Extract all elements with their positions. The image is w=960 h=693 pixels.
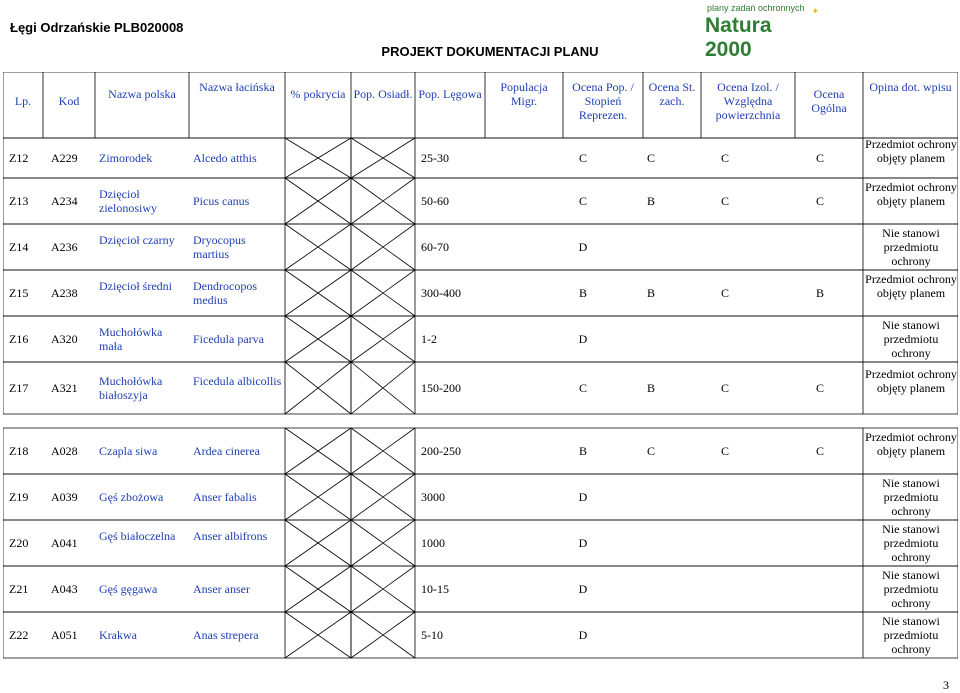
natura-2000-logo bbox=[705, 2, 819, 61]
row-opinia: Przedmiot ochrony objęty planem bbox=[865, 137, 957, 165]
col-opinia: Opina dot. wpisu bbox=[869, 80, 952, 94]
row-lp: Z13 bbox=[9, 194, 29, 208]
row-kod: A321 bbox=[51, 381, 78, 395]
row-lp: Z12 bbox=[9, 151, 29, 165]
row-kod: A234 bbox=[51, 194, 78, 208]
row-kod: A028 bbox=[51, 444, 78, 458]
row-nazwa-polska: Gęś gęgawa bbox=[99, 582, 158, 596]
row-nazwa-lacinska: Ardea cinerea bbox=[193, 444, 260, 458]
col-ocena-st-zach: Ocena St. zach. bbox=[648, 80, 696, 108]
row-kod: A043 bbox=[51, 582, 78, 596]
row-kod: A238 bbox=[51, 286, 78, 300]
row-nazwa-lacinska: Dendrocopos medius bbox=[193, 279, 257, 307]
row-populacja: 150-200 bbox=[421, 381, 461, 395]
row-opinia: Przedmiot ochrony objęty planem bbox=[865, 272, 957, 300]
row-nazwa-polska: Dzięcioł czarny bbox=[99, 233, 175, 247]
row-ogolna: B bbox=[815, 286, 824, 300]
row-nazwa-lacinska: Ficedula albicollis bbox=[193, 374, 282, 388]
row-populacja: 50-60 bbox=[421, 194, 449, 208]
row-ocena-pop: B bbox=[578, 286, 587, 300]
row-populacja: 200-250 bbox=[421, 444, 461, 458]
row-kod: A039 bbox=[51, 490, 78, 504]
row-izol: C bbox=[720, 286, 729, 300]
row-nazwa-polska: Krakwa bbox=[99, 628, 137, 642]
row-opinia: Nie stanowi przedmiotu ochrony bbox=[882, 614, 940, 656]
row-ogolna: C bbox=[815, 444, 824, 458]
row-nazwa-polska: Muchołówka białoszyja bbox=[99, 374, 163, 402]
row-nazwa-lacinska: Alcedo atthis bbox=[193, 151, 257, 165]
row-lp: Z15 bbox=[9, 286, 29, 300]
row-ocena-pop: D bbox=[578, 490, 588, 504]
col-pop-osiadla: Pop. Osiadł. bbox=[353, 87, 413, 101]
row-ocena-pop: D bbox=[578, 628, 588, 642]
logo-tagline: plany zadań ochronnych bbox=[707, 3, 805, 13]
col-lp: Lp. bbox=[14, 94, 32, 108]
row-ocena-pop: C bbox=[578, 381, 587, 395]
row-izol: C bbox=[720, 151, 729, 165]
row-populacja: 1-2 bbox=[421, 332, 437, 346]
row-ocena-pop: C bbox=[578, 151, 587, 165]
species-table bbox=[3, 72, 958, 672]
row-kod: A236 bbox=[51, 240, 78, 254]
row-lp: Z18 bbox=[9, 444, 29, 458]
row-st-zach: C bbox=[646, 151, 655, 165]
row-opinia: Przedmiot ochrony objęty planem bbox=[865, 180, 957, 208]
row-kod: A041 bbox=[51, 536, 78, 550]
row-opinia: Nie stanowi przedmiotu ochrony bbox=[882, 226, 940, 268]
logo-star-icon: ✦ bbox=[811, 6, 819, 16]
row-lp: Z22 bbox=[9, 628, 29, 642]
row-nazwa-polska: Muchołówka mała bbox=[99, 325, 163, 353]
row-opinia: Nie stanowi przedmiotu ochrony bbox=[882, 522, 940, 564]
row-nazwa-lacinska: Ficedula parva bbox=[193, 332, 264, 346]
col-nazwa-polska: Nazwa polska bbox=[108, 87, 176, 101]
row-nazwa-polska: Gęś białoczelna bbox=[99, 529, 176, 543]
row-opinia: Przedmiot ochrony objęty planem bbox=[865, 367, 957, 395]
row-izol: C bbox=[720, 381, 729, 395]
row-st-zach: B bbox=[646, 194, 655, 208]
row-ocena-pop: D bbox=[578, 332, 588, 346]
col-ocena-izol: Ocena Izol. / Względna powierzchnia bbox=[715, 80, 781, 122]
col-ocena-ogolna: Ocena Ogólna bbox=[811, 87, 847, 115]
row-nazwa-lacinska: Picus canus bbox=[193, 194, 250, 208]
row-opinia: Nie stanowi przedmiotu ochrony bbox=[882, 318, 940, 360]
site-title: Łęgi Odrzańskie PLB020008 bbox=[10, 20, 184, 35]
col-pokrycie: % pokrycia bbox=[290, 87, 346, 101]
row-nazwa-polska: Dzięcioł średni bbox=[99, 279, 172, 293]
row-populacja: 25-30 bbox=[421, 151, 449, 165]
row-opinia: Nie stanowi przedmiotu ochrony bbox=[882, 476, 940, 518]
row-lp: Z14 bbox=[9, 240, 29, 254]
col-ocena-pop: Ocena Pop. / Stopień Reprezen. bbox=[572, 80, 634, 122]
row-ocena-pop: D bbox=[578, 240, 588, 254]
row-populacja: 3000 bbox=[421, 490, 445, 504]
row-nazwa-polska: Zimorodek bbox=[99, 151, 153, 165]
row-kod: A229 bbox=[51, 151, 78, 165]
row-lp: Z17 bbox=[9, 381, 29, 395]
page-number: 3 bbox=[943, 678, 949, 692]
col-nazwa-lacinska: Nazwa łacińska bbox=[199, 80, 275, 94]
row-ogolna: C bbox=[815, 194, 824, 208]
row-nazwa-polska: Czapla siwa bbox=[99, 444, 158, 458]
row-nazwa-polska: Gęś zbożowa bbox=[99, 490, 164, 504]
row-kod: A320 bbox=[51, 332, 78, 346]
row-lp: Z21 bbox=[9, 582, 29, 596]
row-populacja: 60-70 bbox=[421, 240, 449, 254]
row-st-zach: B bbox=[646, 286, 655, 300]
col-pop-legowa: Pop. Lęgowa bbox=[418, 87, 482, 101]
row-nazwa-lacinska: Anser fabalis bbox=[193, 490, 257, 504]
col-kod: Kod bbox=[58, 94, 80, 108]
row-opinia: Nie stanowi przedmiotu ochrony bbox=[882, 568, 940, 610]
row-ocena-pop: B bbox=[578, 444, 587, 458]
row-nazwa-lacinska: Anser anser bbox=[193, 582, 250, 596]
col-pop-migr: Populacja Migr. bbox=[500, 80, 548, 108]
row-opinia: Przedmiot ochrony objęty planem bbox=[865, 430, 957, 458]
row-ocena-pop: C bbox=[578, 194, 587, 208]
row-lp: Z16 bbox=[9, 332, 29, 346]
row-nazwa-polska: Dzięcioł zielonosiwy bbox=[99, 187, 157, 215]
row-populacja: 1000 bbox=[421, 536, 445, 550]
row-nazwa-lacinska: Anser albifrons bbox=[193, 529, 268, 543]
row-nazwa-lacinska: Anas strepera bbox=[193, 628, 259, 642]
row-lp: Z20 bbox=[9, 536, 29, 550]
row-lp: Z19 bbox=[9, 490, 29, 504]
row-populacja: 5-10 bbox=[421, 628, 443, 642]
row-ogolna: C bbox=[815, 151, 824, 165]
row-st-zach: C bbox=[646, 444, 655, 458]
row-izol: C bbox=[720, 194, 729, 208]
document-title: PROJEKT DOKUMENTACJI PLANU bbox=[381, 44, 599, 59]
row-populacja: 10-15 bbox=[421, 582, 449, 596]
row-nazwa-lacinska: Dryocopus martius bbox=[193, 233, 246, 261]
row-ocena-pop: D bbox=[578, 536, 588, 550]
row-izol: C bbox=[720, 444, 729, 458]
row-ocena-pop: D bbox=[578, 582, 588, 596]
row-st-zach: B bbox=[646, 381, 655, 395]
row-kod: A051 bbox=[51, 628, 78, 642]
row-ogolna: C bbox=[815, 381, 824, 395]
logo-name: Natura 2000 bbox=[705, 14, 772, 61]
row-populacja: 300-400 bbox=[421, 286, 461, 300]
